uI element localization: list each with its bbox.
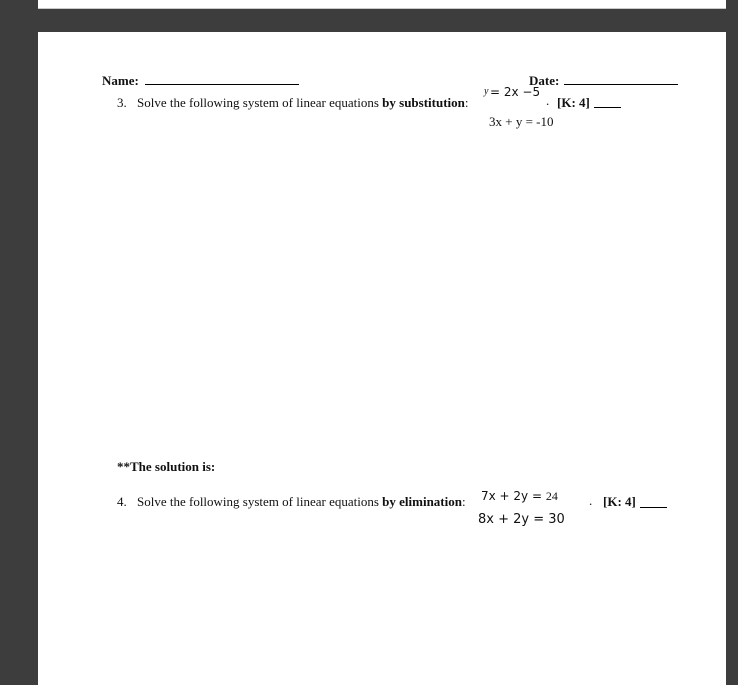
q4-period: . bbox=[589, 493, 593, 508]
date-blank bbox=[564, 84, 678, 85]
q3-score-blank bbox=[594, 107, 621, 108]
name-label: Name: bbox=[102, 73, 139, 88]
q3-period: . bbox=[546, 93, 550, 108]
q3-equation-1: = 2x −5 bbox=[490, 85, 541, 99]
solution-label: **The solution is: bbox=[117, 459, 216, 474]
question-4-method: by elimination bbox=[382, 494, 462, 509]
previous-page-edge bbox=[38, 0, 726, 9]
q4-equation-2: 8x + 2y = 30 bbox=[478, 512, 565, 527]
question-4-number: 4. bbox=[117, 494, 127, 509]
worksheet-page bbox=[38, 32, 726, 685]
q3-marks: [K: 4] bbox=[557, 95, 590, 110]
question-3-method: by substitution bbox=[382, 95, 465, 110]
q4-marks: [K: 4] bbox=[603, 494, 636, 509]
question-3-text: Solve the following system of linear equations by substitution: bbox=[137, 95, 469, 110]
question-4-text: Solve the following system of linear equations by elimination: bbox=[137, 494, 466, 509]
question-3-number: 3. bbox=[117, 95, 127, 110]
q4-score-blank bbox=[640, 507, 667, 508]
q3-equation-2: 3x + y = -10 bbox=[489, 114, 554, 129]
date-label: Date: bbox=[529, 73, 560, 88]
q3-eq1-variable: y bbox=[484, 86, 489, 97]
q4-equation-1: 7x + 2y = 24 bbox=[481, 489, 558, 503]
name-blank bbox=[145, 84, 299, 85]
